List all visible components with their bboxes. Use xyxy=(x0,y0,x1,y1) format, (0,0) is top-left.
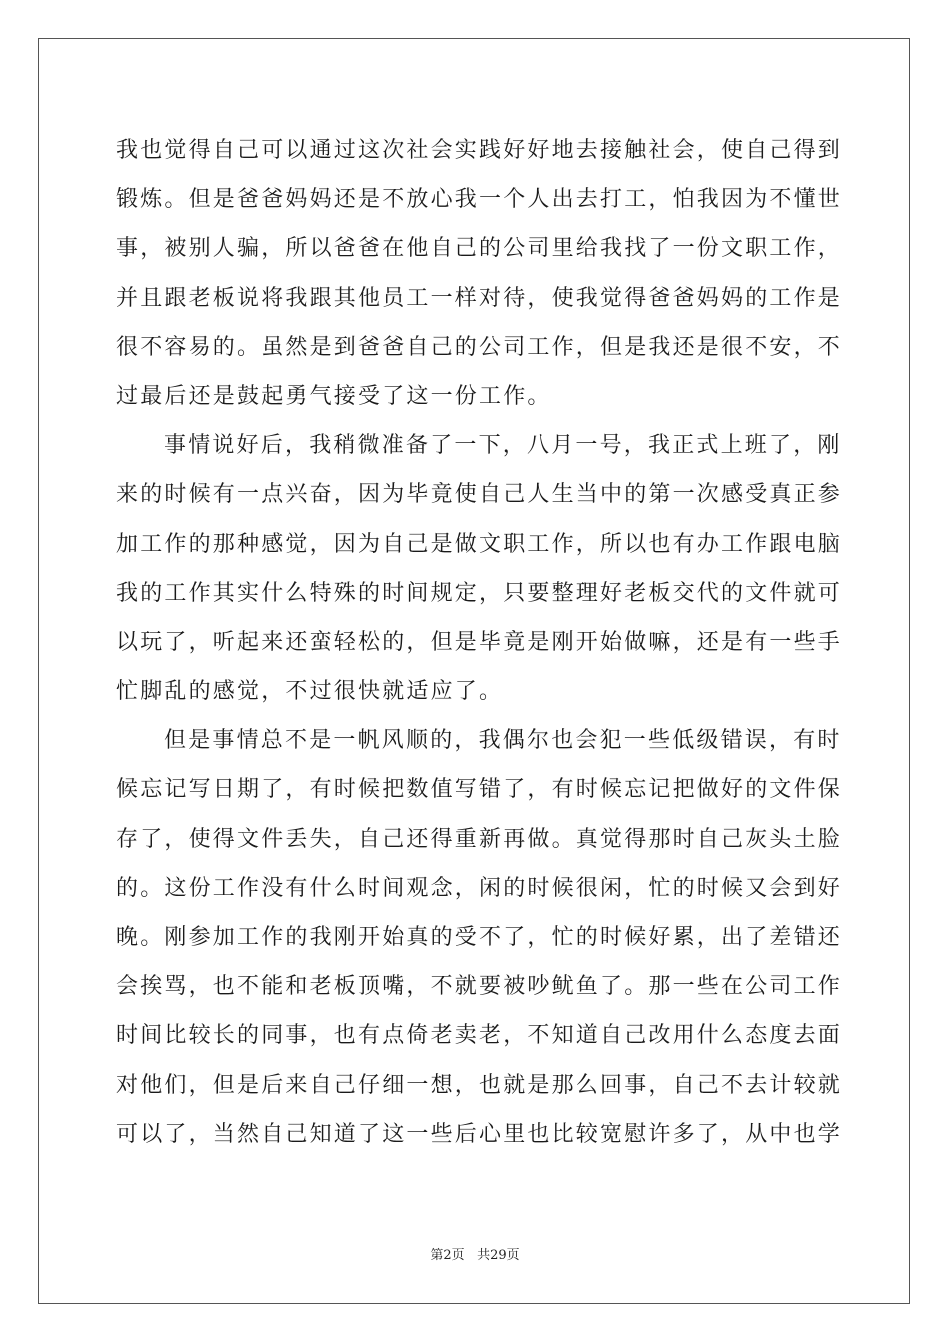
text-line: 的。这份工作没有什么时间观念，闲的时候很闲，忙的时候又会到好 xyxy=(116,875,843,901)
text-line: 但是事情总不是一帆风顺的，我偶尔也会犯一些低级错误，有时 xyxy=(164,728,842,754)
text-line: 忙脚乱的感觉，不过很快就适应了。 xyxy=(116,679,504,705)
text-line: 以玩了，听起来还蛮轻松的，但是毕竟是刚开始做嘛，还是有一些手 xyxy=(116,629,843,655)
text-line: 我也觉得自己可以通过这次社会实践好好地去接触社会，使自己得到 xyxy=(116,138,843,163)
text-line: 会挨骂，也不能和老板顶嘴，不就要被吵鱿鱼了。那一些在公司工作 xyxy=(116,974,843,1000)
text-line: 晚。刚参加工作的我刚开始真的受不了，忙的时候好累，出了差错还 xyxy=(116,925,843,950)
page-number: 第2页 xyxy=(430,1248,465,1263)
text-line: 对他们，但是后来自己仔细一想，也就是那么回事，自己不去计较就 xyxy=(116,1072,843,1098)
text-line: 候忘记写日期了，有时候把数值写错了，有时候忘记把做好的文件保 xyxy=(116,777,843,803)
text-line: 过最后还是鼓起勇气接受了这一份工作。 xyxy=(116,383,552,409)
text-line: 很不容易的。虽然是到爸爸自己的公司工作，但是我还是很不安，不 xyxy=(116,334,843,360)
text-line: 可以了，当然自己知道了这一些后心里也比较宽慰许多了，从中也学 xyxy=(116,1121,843,1147)
text-line: 锻炼。但是爸爸妈妈还是不放心我一个人出去打工，怕我因为不懂世 xyxy=(116,187,843,213)
text-line: 来的时候有一点兴奋，因为毕竟使自己人生当中的第一次感受真正参 xyxy=(116,482,843,508)
text-line: 事，被别人骗，所以爸爸在他自己的公司里给我找了一份文职工作， xyxy=(116,236,843,262)
page-footer xyxy=(0,1244,950,1263)
text-line: 事情说好后，我稍微准备了一下，八月一号，我正式上班了，刚 xyxy=(164,433,842,459)
text-line: 存了，使得文件丢失，自己还得重新再做。真觉得那时自己灰头土脸 xyxy=(116,826,843,852)
text-line: 并且跟老板说将我跟其他员工一样对待，使我觉得爸爸妈妈的工作是 xyxy=(116,285,843,311)
text-line: 我的工作其实什么特殊的时间规定，只要整理好老板交代的文件就可 xyxy=(116,580,843,606)
document-body xyxy=(116,126,843,1159)
total-pages: 共29页 xyxy=(477,1248,520,1263)
text-line: 时间比较长的同事，也有点倚老卖老，不知道自己改用什么态度去面 xyxy=(116,1023,843,1049)
text-line: 加工作的那种感觉，因为自己是做文职工作，所以也有办工作跟电脑 xyxy=(116,531,843,557)
